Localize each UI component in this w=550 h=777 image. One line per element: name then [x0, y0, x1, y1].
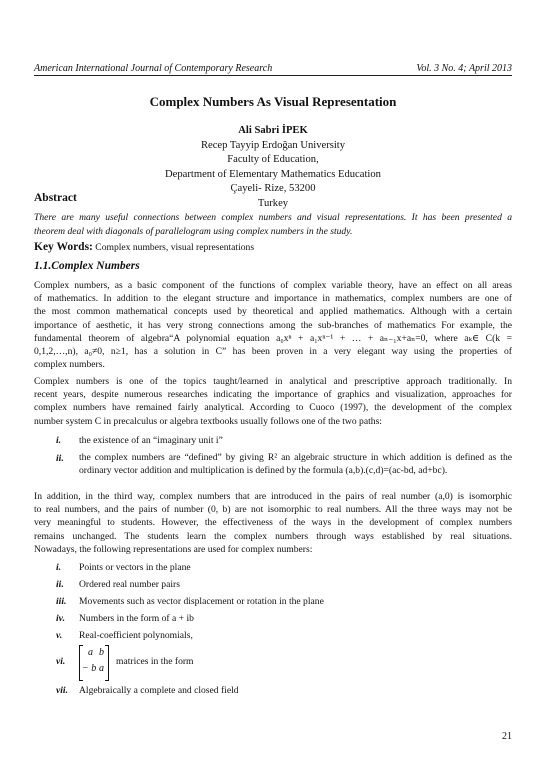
- list-number: i.: [56, 435, 62, 446]
- paper-title: Complex Numbers As Visual Representation: [149, 94, 397, 109]
- list-text: [79, 452, 512, 477]
- paragraph-line: Complex numbers, as a basic component of the functions of complex variable theory, have an effect on all areas: [34, 280, 512, 291]
- list-number: vii.: [56, 685, 68, 696]
- list-item: [34, 576, 512, 593]
- abstract-line: There are many useful connections between complex numbers and visual representations. It has been presented a: [34, 212, 512, 223]
- matrix-bracket-right: [105, 645, 109, 681]
- running-header: [34, 63, 512, 76]
- list-text: matrices in the form: [116, 656, 194, 667]
- page-number: 21: [502, 731, 512, 742]
- list-item: [34, 593, 512, 610]
- paragraph-line: importance of aesthetic, it has very strong connections among the sub-branches of mathematics For example, the: [34, 319, 512, 331]
- matrix-cell: a: [88, 647, 93, 658]
- affiliation-line: Çayeli- Rize, 53200: [230, 183, 316, 194]
- list-item: [34, 627, 512, 644]
- paragraph-line: fundamental theorem of algebra“A polynomial equation a₀xⁿ + a₁xⁿ⁻¹ + … + aₙ₋₁x+aₙ=0, where aₖ∈ C(k =: [34, 332, 512, 344]
- list-text: the existence of an “imaginary unit i”: [79, 435, 223, 446]
- paths-list: [34, 432, 512, 477]
- matrix-cell: a: [99, 663, 104, 674]
- author-block: [34, 124, 512, 211]
- affiliation-line: Turkey: [257, 197, 289, 209]
- list-item: [34, 610, 512, 627]
- list-item: [34, 452, 512, 477]
- paragraph-line: In addition, in the third way, complex numbers that are introduced in the pairs of real number (a,0) is isomorphic: [34, 491, 512, 502]
- paper-page: [34, 0, 512, 777]
- paragraph-line: recent years, despite numerous researches indicating the importance of graphics and visualization, approaches for: [34, 389, 512, 401]
- paragraph-1: [34, 279, 512, 371]
- section-heading: 1.1.Complex Numbers: [34, 260, 140, 272]
- paragraph-line: remains unchanged. The students learn the complex numbers through ways established by real situations.: [34, 530, 512, 542]
- list-text: Points or vectors in the plane: [79, 562, 191, 573]
- list-text: Algebraically a complete and closed field: [79, 685, 239, 696]
- paragraph-line: to real numbers, and the pairs of number (0, b) are not isomorphic to real numbers. All the three ways may not be: [34, 504, 512, 516]
- list-line: ordinary vector addition and multiplication is defined by the formula (a,b).(c,d)=(ac-bd, ad+bc).: [79, 464, 448, 476]
- paragraph-line: of mathematics. In addition to the elegant structure and importance in mathematics, complex numbers are one of: [34, 293, 512, 305]
- paragraph-line: Complex numbers is one of the topics taught/learned in analytical and prescriptive approach traditionally. In: [34, 376, 512, 387]
- list-line: the complex numbers are “defined” by giving R² an algebraic structure in which addition is defined as the: [79, 452, 512, 463]
- matrix-cell: b: [99, 647, 104, 658]
- list-number: i.: [56, 562, 62, 573]
- list-number: vi.: [56, 656, 66, 667]
- list-number: iv.: [56, 613, 65, 624]
- paragraph-3: [34, 490, 512, 556]
- paragraph-line: 0,1,2,…,n), a₀≠0, n≥1, has a solution in C” has been proven in a very elegant way using the properties of: [34, 346, 512, 358]
- paragraph-line: complex numbers.: [34, 359, 105, 371]
- list-text: Real-coefficient polynomials,: [79, 630, 193, 641]
- paragraph-line: Nowadays, the following representations are used for complex numbers:: [34, 543, 313, 555]
- paragraph-line: complex numbers have remained fairly analytical. According to Cuoco (1997), the development of the complex: [34, 402, 512, 414]
- issue-info: Vol. 3 No. 4; April 2013: [416, 63, 512, 74]
- list-number: ii.: [56, 579, 64, 590]
- abstract-text: [34, 211, 512, 239]
- list-item: [34, 682, 512, 699]
- list-text: Ordered real number pairs: [79, 579, 180, 590]
- paragraph-line: very meaningful to students. However, the effectiveness of the ways in the development of complex numbers: [34, 517, 512, 529]
- affiliation-line: Department of Elementary Mathematics Education: [165, 168, 381, 180]
- list-text: Movements such as vector displacement or rotation in the plane: [79, 596, 324, 607]
- list-item: [34, 432, 512, 449]
- journal-name: American International Journal of Contemporary Research: [34, 63, 273, 74]
- list-number: v.: [56, 630, 63, 641]
- keywords-text: Complex numbers, visual representations: [92, 242, 255, 253]
- affiliation-line: Faculty of Education,: [227, 154, 319, 165]
- representations-list: [34, 559, 512, 699]
- list-number: ii.: [56, 453, 64, 464]
- keywords: [34, 240, 512, 255]
- affiliation-line: Recep Tayyip Erdoğan University: [200, 139, 346, 151]
- list-item: [34, 644, 512, 682]
- matrix-cell: − b: [82, 663, 97, 674]
- list-text: Numbers in the form of a + ib: [79, 613, 194, 624]
- list-item: [34, 559, 512, 576]
- list-number: iii.: [56, 596, 67, 607]
- author-name: Ali Sabri İPEK: [238, 125, 308, 136]
- paragraph-line: number system C in precalculus or algebra textbooks usually follows one of the two paths:: [34, 415, 382, 427]
- matrix: [79, 645, 109, 679]
- keywords-label: Key Words:: [34, 241, 93, 253]
- paragraph-line: the most common mathematical concepts used by theoretical and applied mathematics. Although with a certain: [34, 306, 512, 318]
- abstract-heading: Abstract: [34, 192, 77, 204]
- abstract-line: theorem deal with diagonals of parallelogram using complex numbers in the study.: [34, 226, 353, 237]
- paragraph-2: [34, 375, 512, 428]
